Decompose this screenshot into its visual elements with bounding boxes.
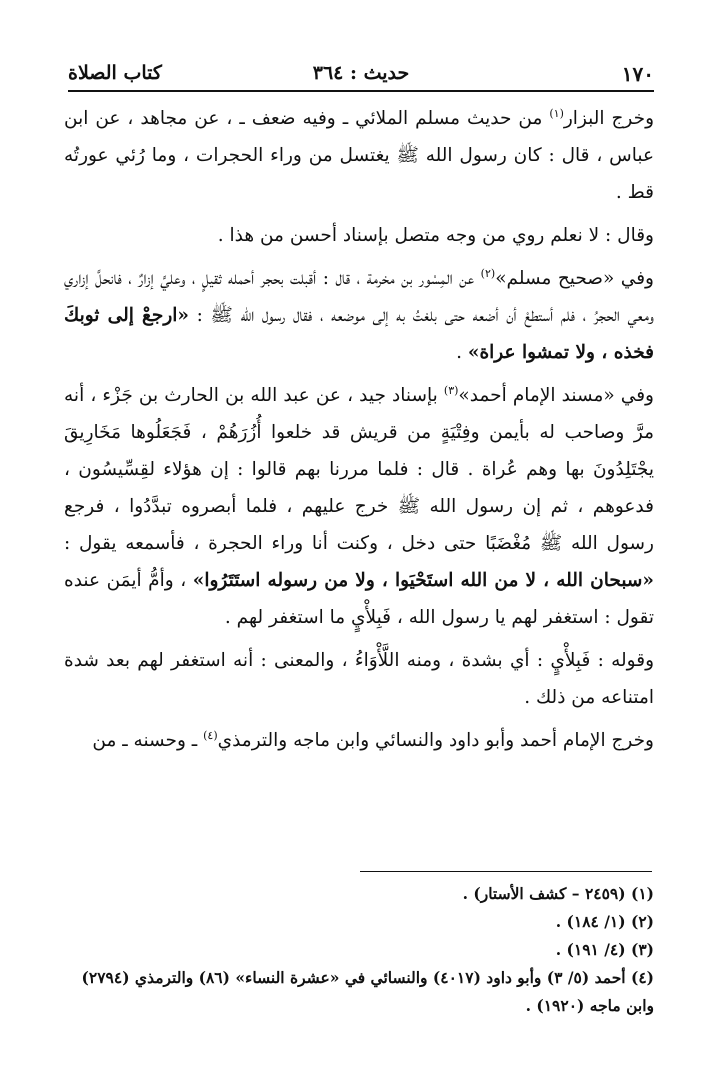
page-header bbox=[68, 56, 654, 92]
main-text bbox=[64, 100, 654, 765]
paragraph-ahmad: وفي «مسند الإمام أحمد»$^{(٣)}$ بإسناد جيد ، عن عبد الله بن الحارث بن جَزْء ، أنه مرَّ وصاحب له بأيمن وفِتْيَةٍ من قريش قد خلعوا أُزُرَهُمْ ، فَجَعَلُوها مَخَارِيقَ يجْتَلِدُونَ بها وهم عُراة . قال : فلما مررنا بهم قالوا : إن هؤلاء لقِسِّيسُون ، فدعوهم ، ثم إن رسول الله ﷺ خرج عليهم ، فلما أبصروه تبدَّدُوا ، فرجع رسول الله ﷺ مُغْضَبًا حتى دخل ، وكنت أنا وراء الحجرة ، فأسمعه يقول : «سبحان الله ، لا من الله استَحْيَوا ، ولا من رسوله استَتَرُوا» ، وأمُّ أيمَن عنده تقول : استغفر لهم يا رسول الله ، فَبِلأْيٍ ما استغفر لهم . bbox=[64, 383, 654, 628]
paragraph-muslim: وفي «صحيح مسلم»$^{(٢)}$ عن المِسْور بن مخرمة ، قال : أقبلت بحجر أحمله ثقيلٍ ، وعليَّ إزارٌ ، فانحلَّ إزاري ومعي الحجرُ ، فلم أستطعْ أن أضعه حتى بلغتُ به إلى موضعه ، فقال رسول الله ﷺ : «ارجعْ إلى ثوبكَ فخذه ، ولا تمشوا عراة» . bbox=[64, 266, 654, 363]
footnote-3: (٣) (٤/ ١٩١) . bbox=[555, 940, 654, 959]
hadith-quote: «سبحان الله ، لا من الله استَحْيَوا ، ولا من رسوله استَتَرُوا» bbox=[192, 570, 654, 591]
book-title: كتاب الصلاة bbox=[68, 62, 162, 84]
hadith-quote: «ارجعْ إلى ثوبكَ فخذه ، ولا تمشوا عراة» bbox=[64, 305, 654, 363]
footnote-1: (١) (٢٤٥٩ – كشف الأستار) . bbox=[462, 884, 654, 903]
paragraph-bazzar: وخرج البزار$^{(١)}$ من حديث مسلم الملائي ـ وفيه ضعف ـ ، عن مجاهد ، عن ابن عباس ، قال : كان رسول الله ﷺ يغتسل من وراء الحجرات ، وما رُئي عورتُه قط . bbox=[64, 106, 655, 203]
footnote-ref-3: (٣) bbox=[443, 383, 459, 397]
hadith-reference: حديث : ٣٦٤ bbox=[312, 62, 410, 84]
footnote-divider bbox=[360, 871, 652, 872]
paragraph-comment: وقال : لا نعلم روي من وجه متصل بإسناد أحسن من هذا . bbox=[217, 225, 654, 246]
page-number: ١٧٠ bbox=[621, 62, 654, 86]
footnote-ref-4: (٤) bbox=[203, 728, 218, 742]
footnote-4: (٤) أحمد (٥/ ٣) وأبو داود (٤٠١٧) والنسائي في «عشرة النساء» (٨٦) والترمذي (٢٧٩٤) وابن ماجه (١٩٢٠) . bbox=[81, 968, 654, 1015]
paragraph-explanation: وقوله : فَبِلأْيٍ : أي بشدة ، ومنه اللَّأْوَاءُ ، والمعنى : أنه استغفر لهم بعد شدة امتناعه من ذلك . bbox=[64, 650, 654, 708]
footnotes bbox=[64, 880, 654, 1020]
footnote-2: (٢) (١/ ١٨٤) . bbox=[555, 912, 654, 931]
footnote-ref-1: (١) bbox=[549, 106, 564, 120]
paragraph-sunan: وخرج الإمام أحمد وأبو داود والنسائي وابن ماجه والترمذي$^{(٤)}$ ـ وحسنه ـ من bbox=[92, 728, 654, 751]
footnote-ref-2: (٢) bbox=[480, 266, 496, 280]
